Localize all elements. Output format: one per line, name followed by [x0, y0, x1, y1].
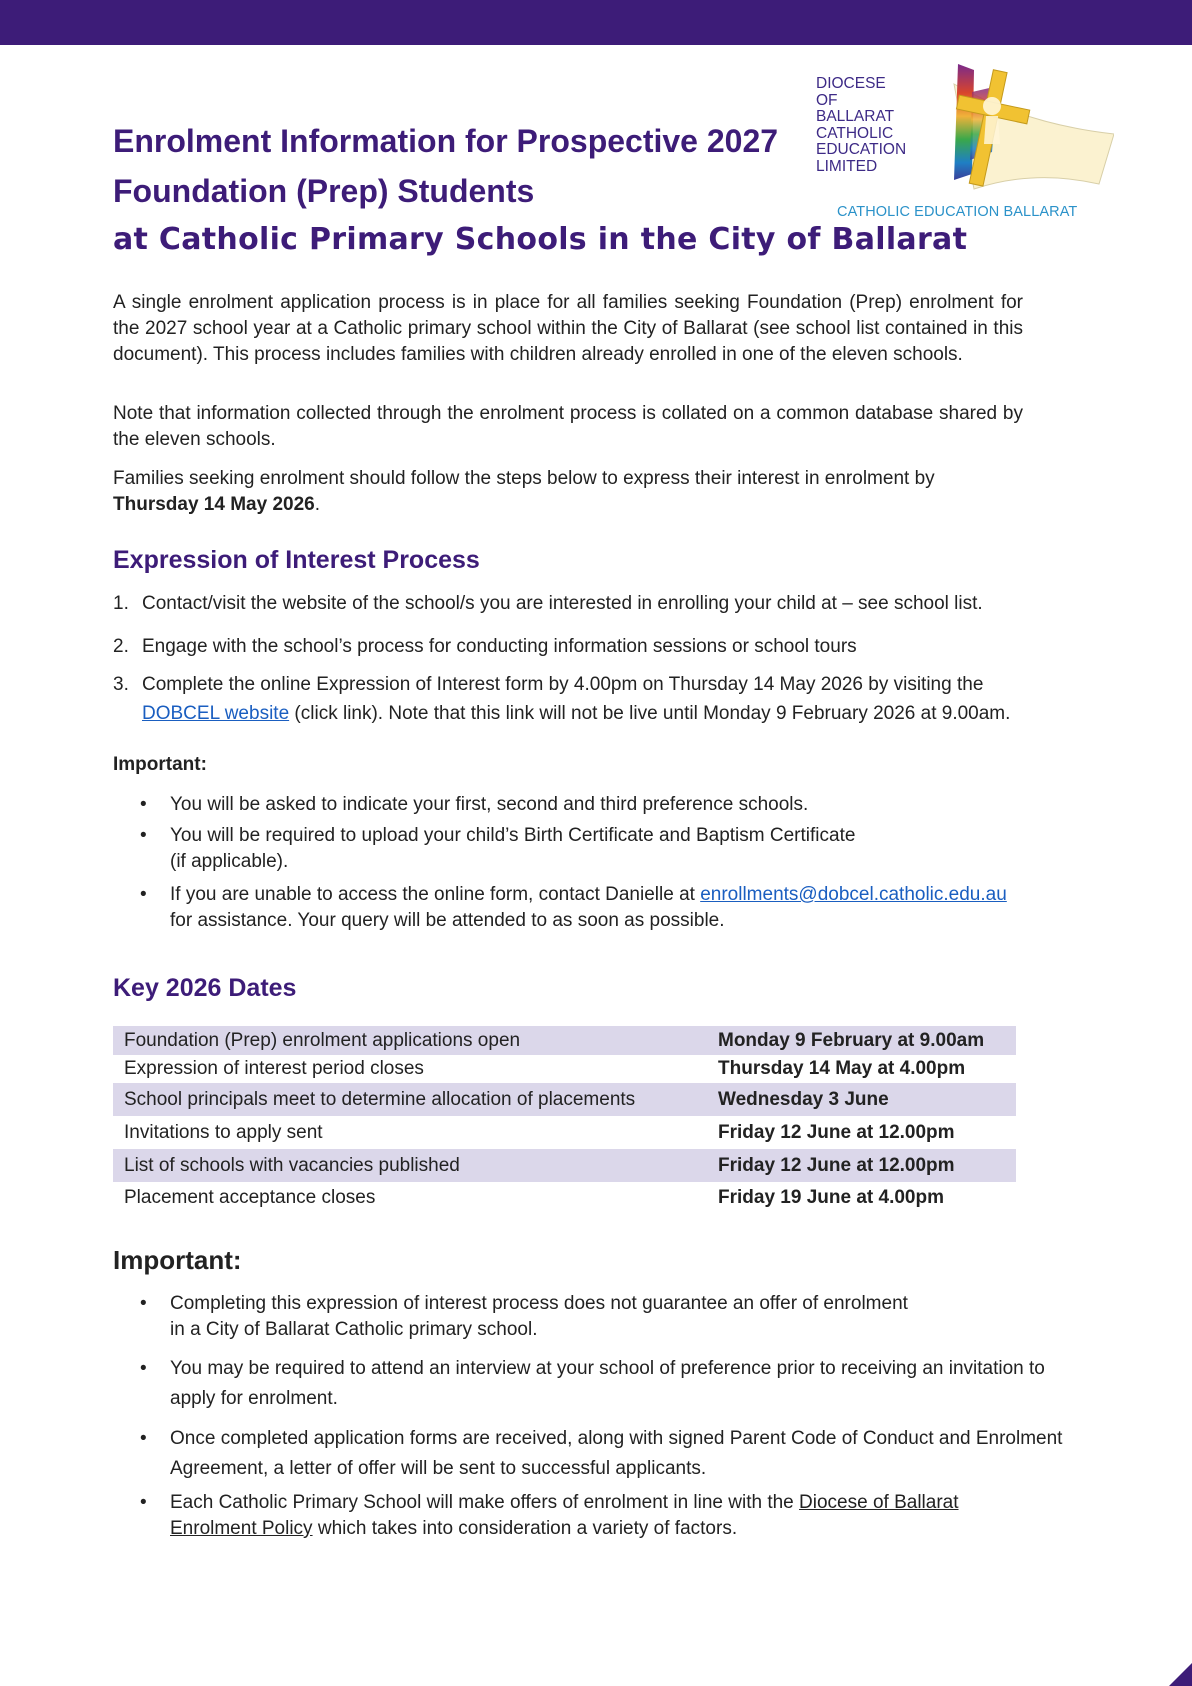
step-text: [142, 670, 1082, 728]
table-row: [113, 1083, 1016, 1116]
step-text-part: Complete the online Expression of Interest form by 4.00pm on Thursday 14 May 2026 by visiting the: [142, 674, 984, 695]
logo-line: LIMITED: [816, 157, 878, 175]
bullet-text-line: in a City of Ballarat Catholic primary school.: [170, 1319, 538, 1340]
step-number: 1.: [113, 593, 129, 614]
intro-paragraph-1: A single enrolment application process is in place for all families seeking Foundation (Prep) enrolment for the 2027 school year at a Catholic primary school within the City of Ballarat (see school list contained in this document). This process includes families with children already enrolled in one of the eleven schools.: [113, 292, 1023, 365]
enrolment-email-link[interactable]: enrollments@dobcel.catholic.edu.au: [700, 884, 1007, 905]
key-dates-heading: Key 2026 Dates: [113, 974, 297, 1002]
page-title: [113, 116, 793, 216]
intro-paragraph-2: Note that information collected through the enrolment process is collated on a common database shared by the eleven schools.: [113, 403, 1023, 450]
bullet-text: Once completed application forms are received, along with signed Parent Code of Conduct and Enrolment Agreement, a letter of offer will be sent to successful applicants.: [170, 1428, 1063, 1479]
bullet-text: [170, 1291, 1070, 1343]
bullet-text-line: Completing this expression of interest process does not guarantee an offer of enrolment: [170, 1293, 908, 1314]
bullet-text-line: (if applicable).: [170, 851, 289, 872]
logo-line: DIOCESE: [816, 75, 886, 92]
date-cell: Thursday 14 May at 4.00pm: [718, 1058, 966, 1079]
eoi-heading: Expression of Interest Process: [113, 546, 480, 574]
logo-line: CATHOLIC: [816, 124, 894, 142]
important-heading-2: Important:: [113, 1245, 242, 1275]
table-row: [113, 1026, 1016, 1055]
deadline-period: .: [314, 494, 320, 515]
table-row: [113, 1055, 1016, 1083]
step-text: Engage with the school’s process for conducting information sessions or school tours: [142, 636, 857, 657]
bullet-text: [170, 823, 1070, 875]
key-dates-table: [113, 1026, 1016, 1214]
top-banner-bar: [0, 0, 1192, 45]
table-row: [113, 1149, 1016, 1182]
bullet-text-line: You will be required to upload your child’s Birth Certificate and Baptism Certificate: [170, 825, 856, 846]
bullet-icon: •: [140, 825, 147, 846]
table-row: [113, 1116, 1016, 1149]
bullet-text: [170, 1490, 1070, 1542]
event-cell: Expression of interest period closes: [124, 1058, 424, 1079]
deadline-text: Families seeking enrolment should follow the steps below to express their interest in enrolment by: [113, 468, 935, 489]
table-row: [113, 1182, 1016, 1214]
bullet-icon: •: [140, 1358, 147, 1379]
bullet-text-line: Each Catholic Primary School will make offers of enrolment in line with the: [170, 1492, 794, 1513]
event-cell: Foundation (Prep) enrolment applications open: [113, 1026, 707, 1055]
logo-wordmark: [816, 76, 906, 175]
event-cell: Invitations to apply sent: [124, 1121, 323, 1143]
bullet-icon: •: [140, 1293, 147, 1314]
step-number: 3.: [113, 674, 129, 695]
bullet-text: [170, 882, 1070, 934]
event-cell: Placement acceptance closes: [124, 1187, 376, 1208]
step-text-part: (click link). Note that this link will not be live until Monday 9 February 2026 at 9.00am.: [289, 703, 1011, 724]
dobcel-logo: [810, 64, 1110, 234]
corner-decoration: [1169, 1663, 1192, 1686]
bullet-text: You will be asked to indicate your first, second and third preference schools.: [170, 794, 809, 815]
date-cell: Wednesday 3 June: [707, 1083, 1016, 1116]
bullet-icon: •: [140, 794, 147, 815]
logo-line: EDUCATION: [816, 141, 907, 158]
logo-caption: CATHOLIC EDUCATION BALLARAT: [837, 204, 1078, 220]
bullet-text-line: which takes into consideration a variety of factors.: [312, 1518, 738, 1539]
enrolment-policy-link[interactable]: Enrolment Policy: [170, 1518, 313, 1539]
step-number: 2.: [113, 636, 129, 657]
step-text: Contact/visit the website of the school/s you are interested in enrolling your child at – see school list.: [142, 593, 983, 614]
bullet-text-line: If you are unable to access the online form, contact Danielle at: [170, 884, 695, 905]
deadline-date: Thursday 14 May 2026: [113, 494, 315, 515]
logo-line: BALLARAT: [816, 108, 895, 125]
logo-line: OF: [816, 91, 838, 109]
bullet-icon: •: [140, 884, 147, 905]
cross-icon: [914, 64, 1114, 204]
date-cell: Friday 19 June at 4.00pm: [718, 1187, 944, 1208]
title-line-2: Foundation (Prep) Students: [113, 173, 535, 209]
enrolment-policy-link[interactable]: Diocese of Ballarat: [799, 1492, 959, 1513]
page-subtitle: at Catholic Primary Schools in the City of Ballarat: [113, 222, 968, 257]
important-label: Important:: [113, 754, 207, 775]
date-cell: Monday 9 February at 9.00am: [707, 1026, 1016, 1055]
bullet-icon: •: [140, 1492, 147, 1513]
bullet-text: You may be required to attend an interview at your school of preference prior to receiving an invitation to apply for enrolment.: [170, 1358, 1045, 1409]
date-cell: Friday 12 June at 12.00pm: [707, 1149, 1016, 1182]
dobcel-website-link[interactable]: DOBCEL website: [142, 703, 290, 724]
title-line-1: Enrolment Information for Prospective 2027: [113, 123, 779, 159]
event-cell: School principals meet to determine allocation of placements: [113, 1083, 707, 1116]
date-cell: Friday 12 June at 12.00pm: [718, 1121, 955, 1143]
event-cell: List of schools with vacancies published: [113, 1149, 707, 1182]
bullet-text-line: for assistance. Your query will be attended to as soon as possible.: [170, 910, 725, 931]
bullet-icon: •: [140, 1428, 147, 1449]
intro-paragraph-3: [113, 466, 1023, 518]
